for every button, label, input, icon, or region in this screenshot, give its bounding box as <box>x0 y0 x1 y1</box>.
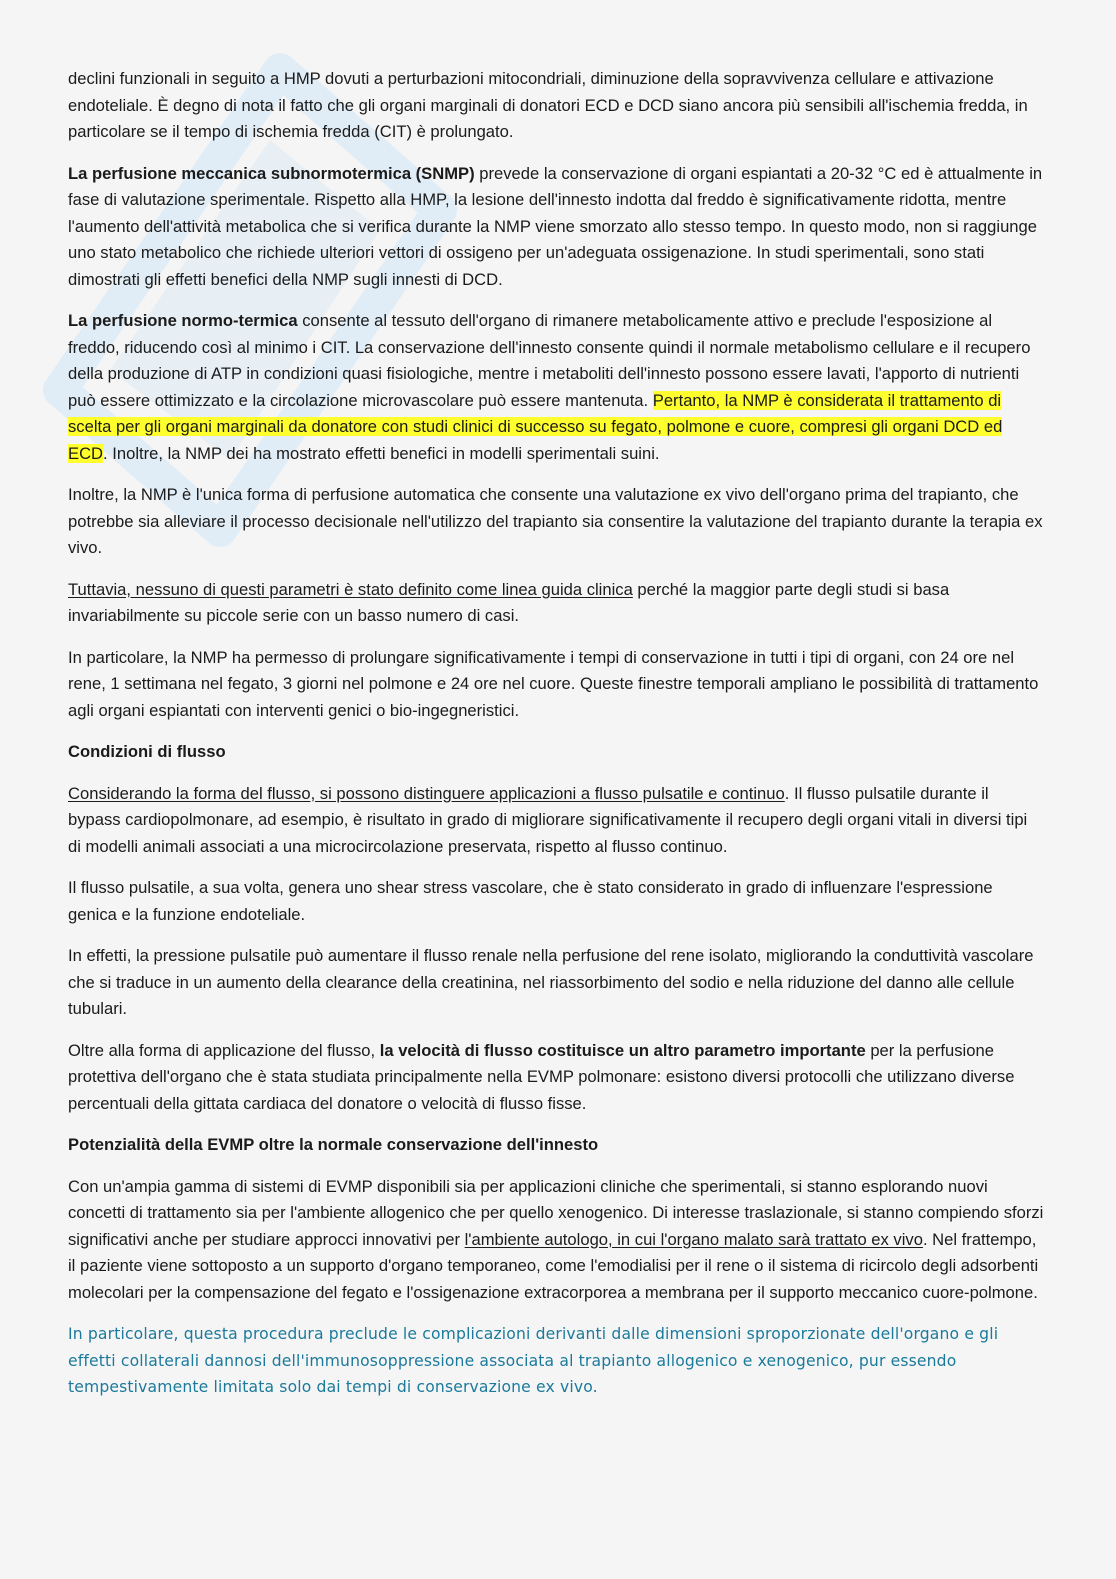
paragraph-snmp <box>68 161 1044 294</box>
paragraph-text: Con un'ampia gamma di sistemi di EVMP disponibili sia per applicazioni cliniche che sperimentali, si stanno esplorando nuovi concetti di trattamento sia per l'ambiente allogenico che per quello xenogenico. Di interesse traslazionale, si stanno compiendo sforzi significativi anche per studiare approcci innovativi per <box>68 1176 1044 1249</box>
bold-term-snmp: La perfusione meccanica subnormotermica (SNMP) <box>68 163 475 183</box>
highlighted-sentence: Pertanto, la NMP è considerata il trattamento di scelta per gli organi marginali da donatore con studi clinici di successo su fegato, polmone e cuore, compresi gli organi DCD ed ECD <box>68 390 1003 463</box>
paragraph-flow-shape <box>68 781 1044 861</box>
paragraph-preservation-times <box>68 645 1044 725</box>
paragraph-hmp-decline <box>68 66 1044 146</box>
paragraph-evmp-systems <box>68 1174 1044 1307</box>
bold-phrase-flow-velocity: la velocità di flusso costituisce un altro parametro importante <box>379 1040 866 1060</box>
paragraph-text: Inoltre, la NMP è l'unica forma di perfusione automatica che consente una valutazione ex vivo dell'organo prima del trapianto, che potrebbe sia alleviare il processo decisionale nell'utilizzo del trapianto sia consentire la valutazione del trapianto durante la terapia ex vivo. <box>68 485 1043 557</box>
underlined-sentence: Tuttavia, nessuno di questi parametri è stato definito come linea guida clinica <box>68 579 633 599</box>
underlined-sentence: Considerando la forma del flusso, si possono distinguere applicazioni a flusso pulsatile e continuo <box>68 783 785 803</box>
paragraph-text: prevede la conservazione di organi espiantati a 20-32 °C ed è attualmente in fase di valutazione sperimentale. Rispetto alla HMP, la lesione dell'innesto indotta dal freddo è significativamente ridotta, mentre l'aumento dell'attività metabolica che si verifica durante la NMP viene smorzato allo stesso tempo. In questo modo, non si raggiunge uno stato metabolico che richiede ulteriori vettori di ossigeno per un'adeguata ossigenazione. In studi sperimentali, sono stati dimostrati gli effetti benefici della NMP sugli innesti di DCD. <box>68 163 1043 289</box>
paragraph-text: Oltre alla forma di applicazione del flusso, <box>68 1040 380 1060</box>
paragraph-text: perché la maggior parte degli studi si basa invariabilmente su piccole serie con un basso numero di casi. <box>68 579 950 625</box>
paragraph-text: In effetti, la pressione pulsatile può aumentare il flusso renale nella perfusione del rene isolato, migliorando la conduttività vascolare che si traduce in un aumento della clearance della creatinina, nel riassorbimento del sodio e nella riduzione del danno alle cellule tubulari. <box>68 946 1034 1018</box>
paragraph-ex-vivo-evaluation <box>68 482 1044 562</box>
paragraph-text: In particolare, la NMP ha permesso di prolungare significativamente i tempi di conservazione in tutti i tipi di organi, con 24 ore nel rene, 1 settimana nel fegato, 3 giorni nel polmone e 24 ore nel cuore. Queste finestre temporali ampliano le possibilità di trattamento agli organi espiantati con interventi genici o bio-ingegneristici. <box>68 647 1039 720</box>
section-heading-evmp-potential: Potenzialità della EVMP oltre la normale conservazione dell'innesto <box>68 1135 599 1154</box>
paragraph-pulsatile-pressure <box>68 943 1044 1023</box>
paragraph-text: consente al tessuto dell'organo di rimanere metabolicamente attivo e preclude l'esposizione al freddo, riducendo così al minimo i CIT. La conservazione dell'innesto consente quindi il normale metabolismo cellulare e il recupero della produzione di ATP in condizioni quasi fisiologiche, mentre i metaboliti dell'innesto possono essere lavati, l'apporto di nutrienti può essere ottimizzato e la circolazione microvascolare può essere mantenuta. <box>68 311 1031 410</box>
paragraph-highlight-teal <box>68 1321 1044 1401</box>
paragraph-text: . Nel frattempo, il paziente viene sottoposto a un supporto d'organo temporaneo, come l'emodialisi per il rene o il sistema di ricircolo degli adsorbenti molecolari per la compensazione del fegato e l'ossigenazione extracorporea a membrana per il supporto meccanico cuore-polmone. <box>68 1229 1039 1302</box>
paragraph-flow-velocity <box>68 1038 1044 1118</box>
section-heading-flow: Condizioni di flusso <box>68 742 226 761</box>
paragraph-shear-stress <box>68 875 1044 928</box>
paragraph-text: In particolare, questa procedura preclude le complicazioni derivanti dalle dimensioni sproporzionate dell'organo e gli effetti collaterali dannosi dell'immunosoppressione associata al trapianto allogenico e xenogenico, pur essendo tempestivamente limitata solo dai tempi di conservazione ex vivo. <box>68 1325 999 1396</box>
bold-term-normothermic: La perfusione normo-termica <box>68 311 298 330</box>
document-page <box>68 66 1044 1416</box>
paragraph-normothermic <box>68 308 1044 467</box>
paragraph-guidelines <box>68 577 1044 630</box>
paragraph-text: per la perfusione protettiva dell'organo che è stata studiata principalmente nella EVMP polmonare: esistono diversi protocolli che utilizzano diverse percentuali della gittata cardiaca del donatore o velocità di flusso fisse. <box>68 1040 1015 1113</box>
paragraph-text: . Il flusso pulsatile durante il bypass cardiopolmonare, ad esempio, è risultato in grado di migliorare significativamente il recupero degli organi vitali in diversi tipi di modelli animali associati a una microcircolazione preservata, rispetto al flusso continuo. <box>68 783 1028 856</box>
paragraph-text: Il flusso pulsatile, a sua volta, genera uno shear stress vascolare, che è stato considerato in grado di influenzare l'espressione genica e la funzione endoteliale. <box>68 878 993 924</box>
underlined-sentence: l'ambiente autologo, in cui l'organo malato sarà trattato ex vivo <box>464 1229 923 1249</box>
paragraph-text: . Inoltre, la NMP dei ha mostrato effetti benefici in modelli sperimentali suini. <box>103 443 660 463</box>
paragraph-text: declini funzionali in seguito a HMP dovuti a perturbazioni mitocondriali, diminuzione della sopravvivenza cellulare e attivazione endoteliale. È degno di nota il fatto che gli organi marginali di donatori ECD e DCD siano ancora più sensibili all'ischemia fredda, in particolare se il tempo di ischemia fredda (CIT) è prolungato. <box>68 69 1028 141</box>
